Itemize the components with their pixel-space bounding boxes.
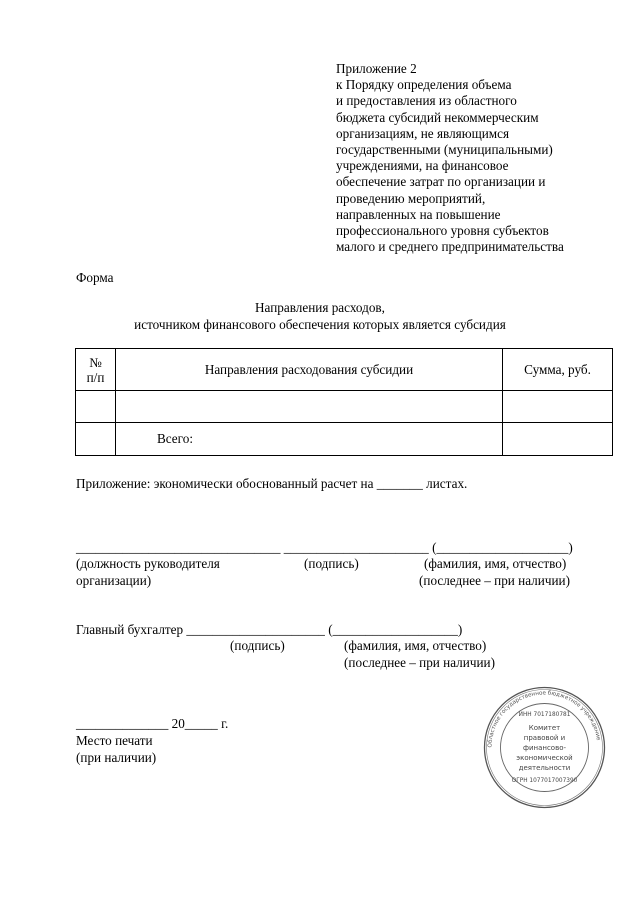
appendix-header: [336, 61, 564, 255]
total-number-cell: [76, 423, 116, 456]
accountant-name-caption: (фамилия, имя, отчество): [344, 638, 487, 653]
accountant-signature-caption: (подпись): [230, 638, 285, 653]
attachment-text: Приложение: экономически обоснованный расчет на _______ листах.: [76, 476, 468, 491]
appendix-line: учреждениями, на финансовое: [336, 158, 509, 174]
stamp-inner-line: деятельности: [518, 764, 571, 772]
head-signature-caption: (подпись): [304, 556, 359, 571]
row-direction-cell[interactable]: [116, 391, 503, 423]
appendix-line: проведению мероприятий,: [336, 190, 486, 206]
total-sum-cell[interactable]: [503, 423, 613, 456]
expenses-table: [75, 348, 613, 456]
table-header-row: [76, 349, 613, 391]
stamp-inner-line: Комитет: [528, 724, 561, 732]
accountant-name-note: (последнее – при наличии): [344, 655, 495, 670]
head-name-note: (последнее – при наличии): [419, 573, 570, 588]
total-label-cell: [116, 423, 503, 456]
head-signature-blank-line: _______________________________ ______________________ (____________________): [76, 540, 573, 555]
stamp-inner-line: экономической: [516, 754, 573, 762]
row-sum-cell[interactable]: [503, 391, 613, 423]
seal-place-note: (при наличии): [76, 750, 157, 765]
date-line: ______________ 20_____ г.: [76, 716, 229, 731]
row-number-cell[interactable]: [76, 391, 116, 423]
appendix-line: профессионального уровня субъектов: [336, 223, 549, 239]
stamp-ogrn: ОГРН 1077017007390: [511, 778, 578, 784]
header-number-abbrev: п/п: [86, 369, 105, 385]
header-number-cell: [76, 349, 116, 391]
table-row: [76, 391, 613, 423]
form-title-line1: Направления расходов,: [255, 300, 385, 315]
appendix-line: обеспечение затрат по организации и: [336, 174, 546, 190]
header-direction-cell: Направления расходования субсидии: [116, 349, 503, 391]
stamp-ring-text: Областное государственное бюджетное учреждение: [487, 690, 602, 748]
head-name-caption: (фамилия, имя, отчество): [424, 556, 567, 571]
stamp-inner-line: финансово-: [522, 744, 567, 752]
appendix-line: малого и среднего предпринимательства: [336, 239, 564, 255]
total-label: Всего:: [157, 431, 194, 446]
stamp-inn: ИНН 7017180781: [518, 712, 571, 718]
appendix-line: к Порядку определения объема: [336, 77, 512, 93]
stamp-inner-line: правовой и: [523, 734, 566, 742]
appendix-line: организациям, не являющимся: [336, 125, 510, 141]
appendix-line: бюджета субсидий некоммерческим: [336, 109, 539, 125]
organization-stamp: [482, 685, 607, 810]
head-position-caption-2: организации): [76, 573, 152, 588]
appendix-line: Приложение 2: [336, 61, 417, 76]
appendix-line: государственными (муниципальными): [336, 142, 553, 158]
form-title-line2: источником финансового обеспечения которых является субсидия: [134, 317, 506, 332]
appendix-line: и предоставления из областного: [336, 93, 517, 109]
form-label: Форма: [76, 270, 114, 285]
table-total-row: [76, 423, 613, 456]
accountant-signature-line: Главный бухгалтер _____________________ (___________________): [76, 622, 463, 637]
header-sum-cell: Сумма, руб.: [503, 349, 613, 391]
appendix-line: направленных на повышение: [336, 206, 501, 222]
seal-place-caption: Место печати: [76, 733, 153, 748]
header-number-symbol: №: [89, 354, 102, 370]
head-position-caption: (должность руководителя: [76, 556, 220, 571]
